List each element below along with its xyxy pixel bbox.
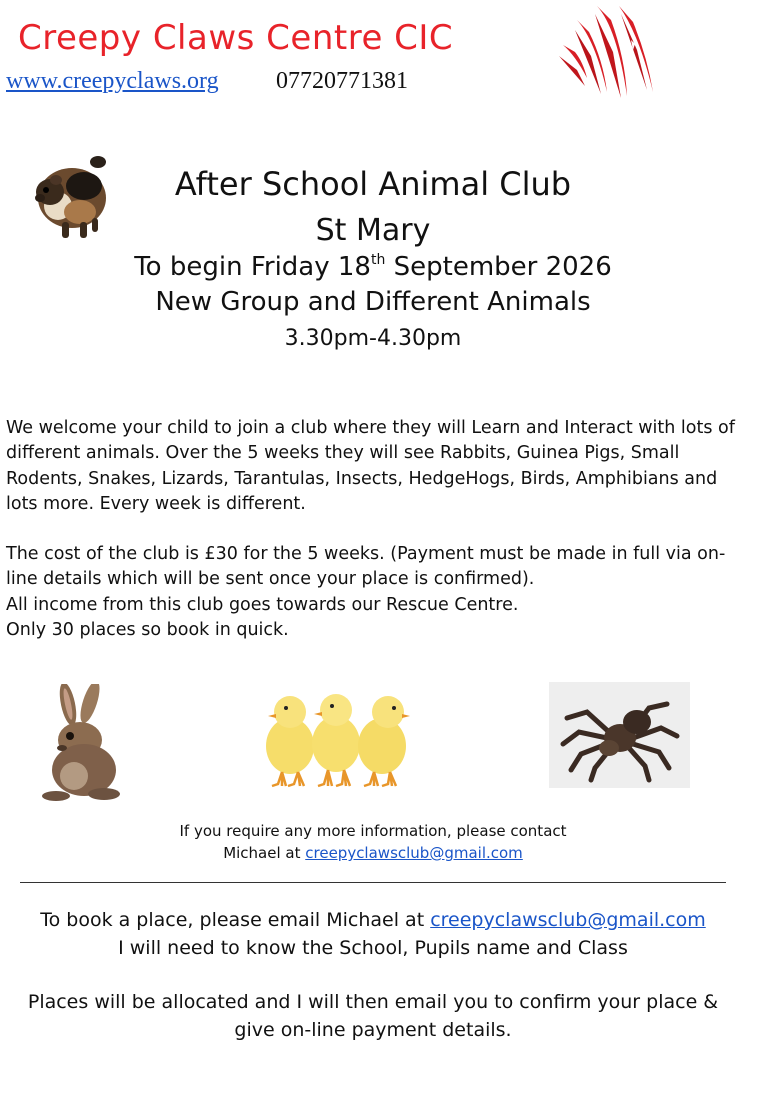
group-subtitle: New Group and Different Animals <box>155 287 591 317</box>
booking-email-line <box>10 906 736 934</box>
contact-email-line <box>120 842 626 864</box>
booking-instructions <box>10 906 736 962</box>
start-date-ordinal: th <box>370 252 386 268</box>
rabbit-photo <box>38 684 126 804</box>
claw-marks-logo <box>555 0 660 105</box>
allocation-note: Places will be allocated and I will then email you to confirm your place & give on-line payment details. <box>27 991 719 1041</box>
guinea-pig-photo <box>32 148 116 244</box>
brand-title: Creepy Claws Centre CIC <box>18 18 454 58</box>
places-text: Only 30 places so book in quick. <box>6 619 289 640</box>
club-title: After School Animal Club <box>174 165 572 203</box>
chicks-photo <box>242 676 428 796</box>
school-name: St Mary <box>315 213 431 248</box>
divider <box>20 882 726 883</box>
booking-text: To book a place, please email Michael at <box>40 909 431 931</box>
booking-requirements: I will need to know the School, Pupils name and Class <box>118 937 628 959</box>
contact-name: Michael at <box>223 844 306 862</box>
start-date <box>110 252 636 282</box>
contact-info <box>120 820 626 864</box>
contact-email-link[interactable]: creepyclawsclub@gmail.com <box>305 844 523 862</box>
website-link[interactable]: www.creepyclaws.org <box>6 68 219 94</box>
contact-line: If you require any more information, please contact <box>179 822 567 840</box>
start-date-suffix: September 2026 <box>385 252 612 282</box>
booking-email-link[interactable]: creepyclawsclub@gmail.com <box>430 909 706 931</box>
club-time: 3.30pm-4.30pm <box>284 326 462 351</box>
cost-text: The cost of the club is £30 for the 5 weeks. (Payment must be made in full via on-line details which will be sent once your place is confirmed). <box>6 544 726 590</box>
phone-number: 07720771381 <box>276 68 408 94</box>
income-text: All income from this club goes towards our Rescue Centre. <box>6 594 519 615</box>
intro-paragraph: We welcome your child to join a club where they will Learn and Interact with lots of different animals. Over the 5 weeks they will see Rabbits, Guinea Pigs, Small Rodents, Snakes, Lizards, Tarantulas, Insects, HedgeHogs, Birds, Amphibians and lots more. Every week is different. <box>6 418 735 514</box>
start-date-prefix: To begin Friday 18 <box>134 252 371 282</box>
tarantula-photo <box>549 682 690 788</box>
cost-paragraph <box>6 542 736 643</box>
